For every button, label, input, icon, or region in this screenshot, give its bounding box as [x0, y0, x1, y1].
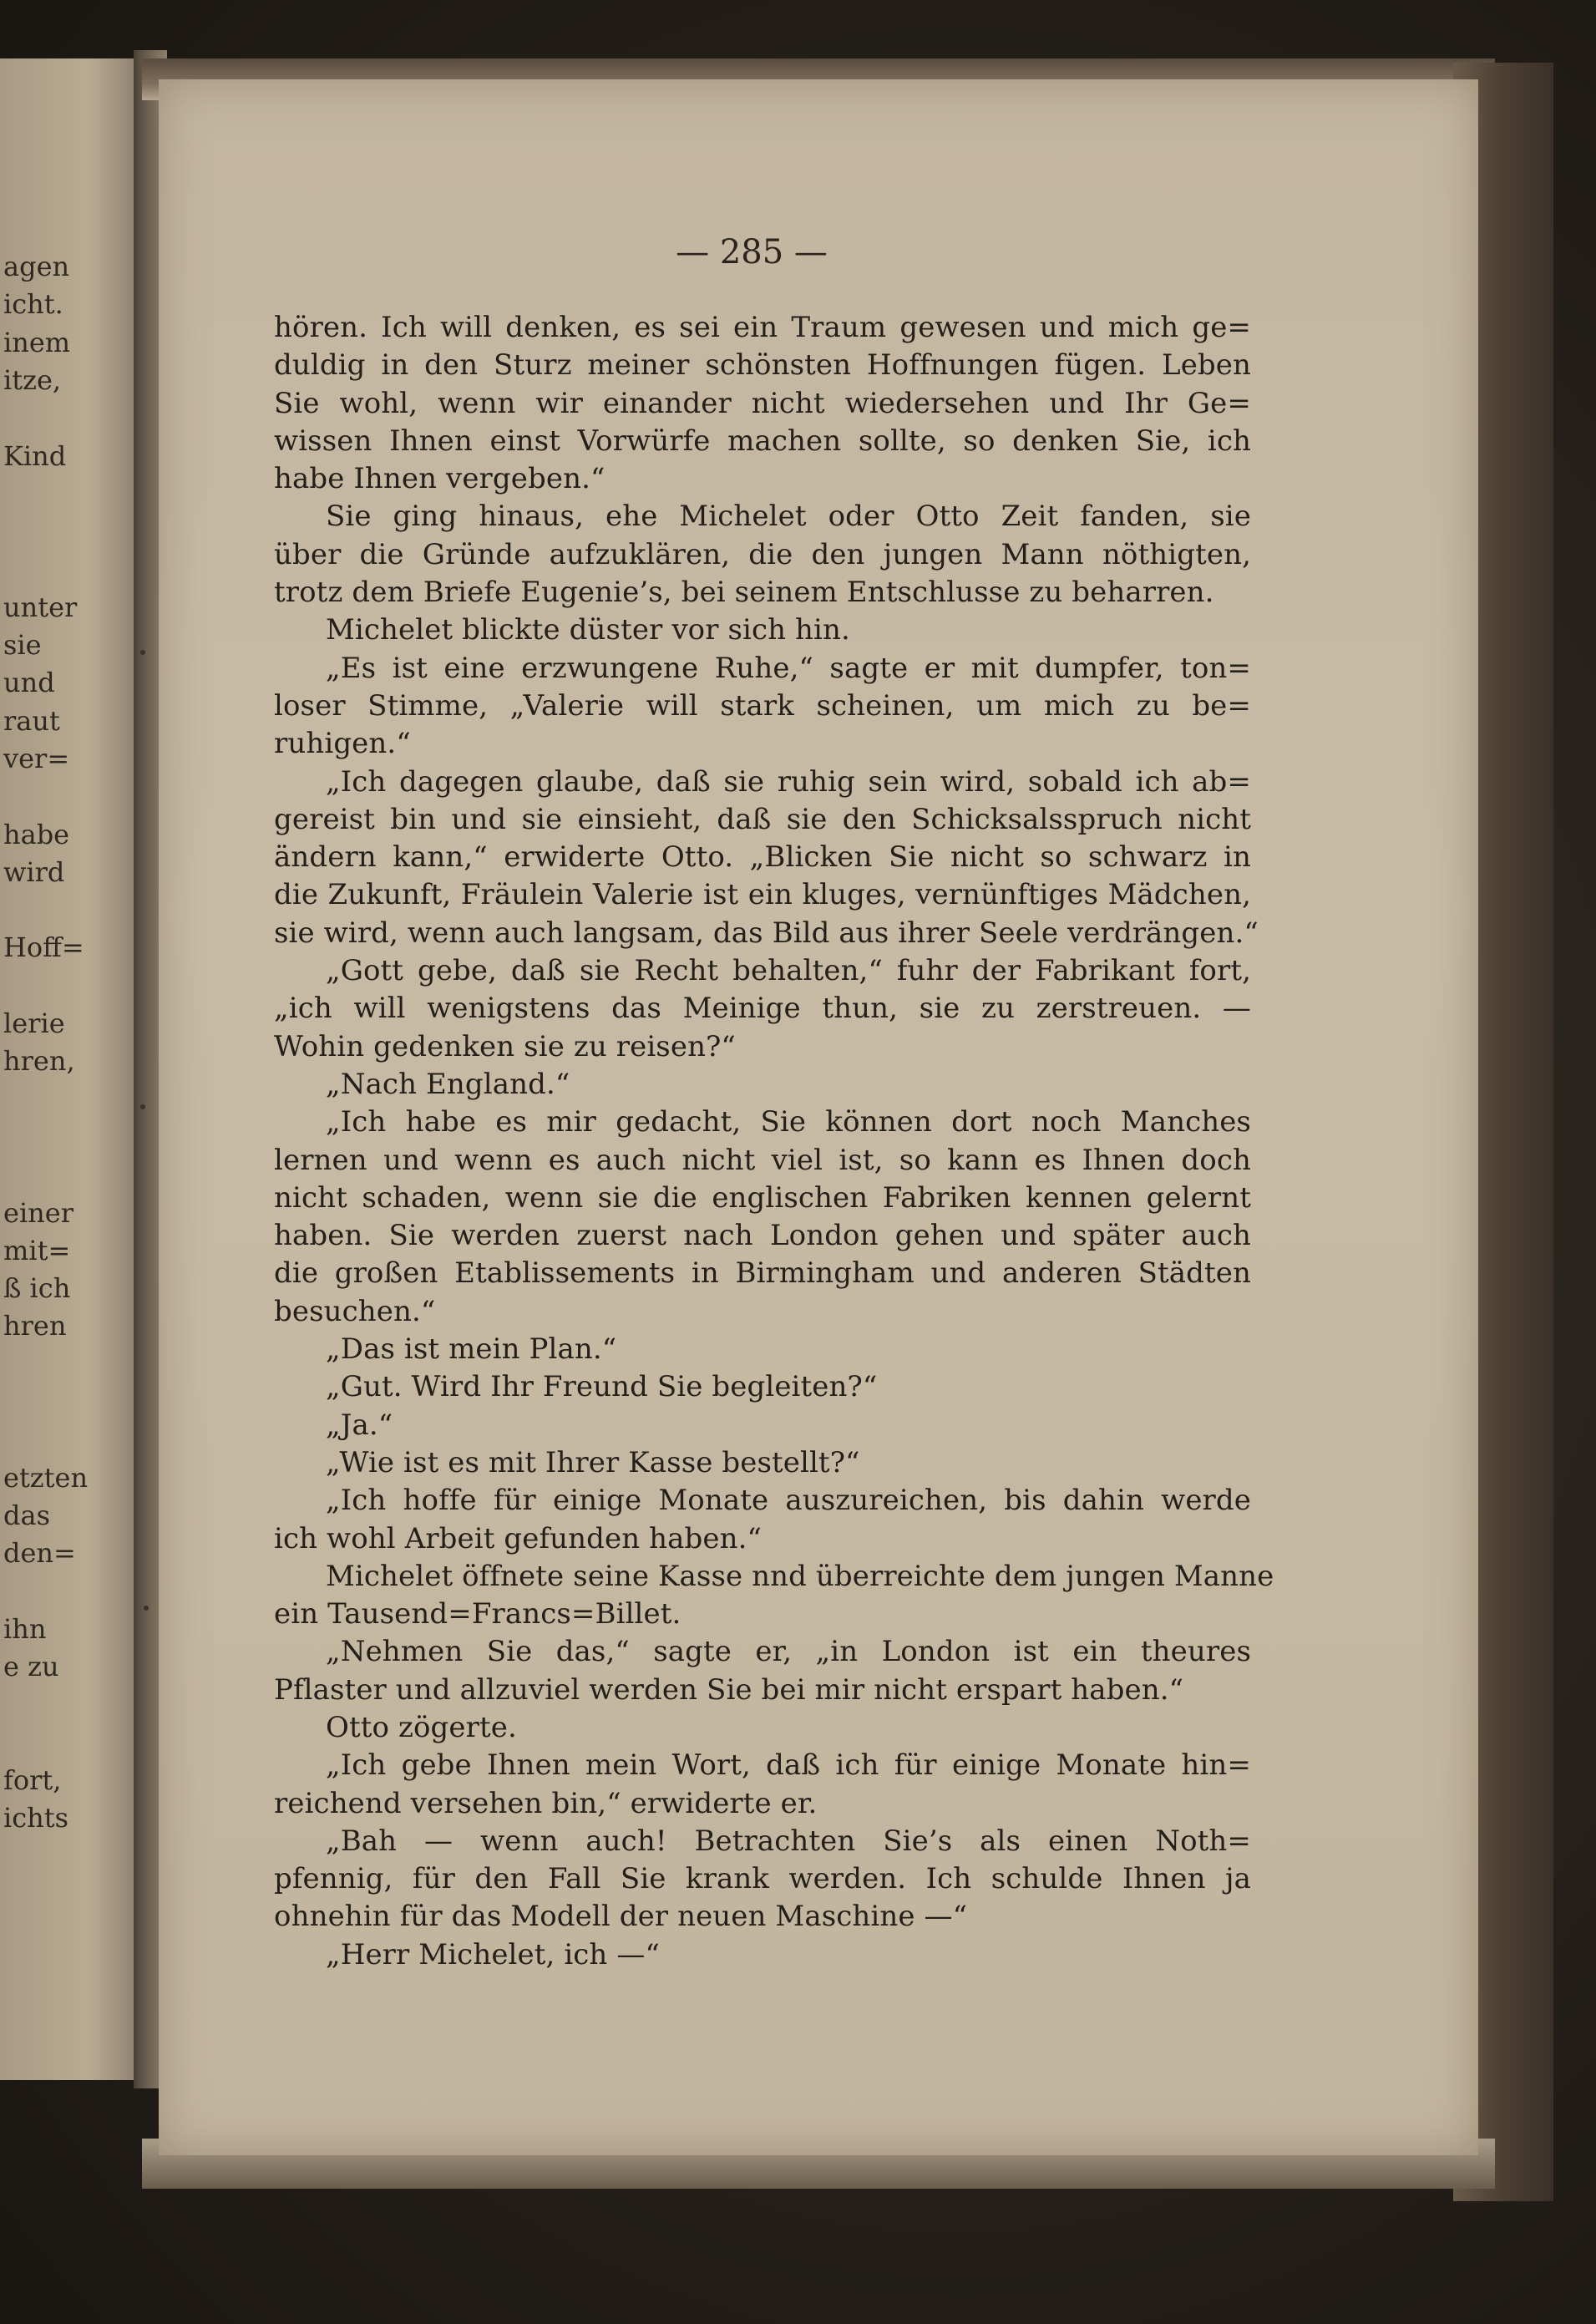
left-page-fragment: einer	[3, 1196, 74, 1229]
text-line: „Ich habe es mir gedacht, Sie können dort noch Manches	[326, 1105, 1251, 1139]
text-line: „Ich dagegen glaube, daß sie ruhig sein wird, sobald ich ab=	[326, 764, 1251, 799]
text-line: „Ich gebe Ihnen mein Wort, daß ich für einige Monate hin=	[326, 1748, 1251, 1783]
text-line: „Gut. Wird Ihr Freund Sie begleiten?“	[326, 1370, 878, 1404]
text-line: Wohin gedenken sie zu reisen?“	[274, 1029, 736, 1063]
left-page-fragment: wird	[3, 855, 65, 888]
text-line: „Ja.“	[326, 1408, 393, 1442]
text-line: pfennig, für den Fall Sie krank werden. Ich schulde Ihnen ja	[274, 1862, 1251, 1896]
text-line: lernen und wenn es auch nicht viel ist, so kann es Ihnen doch	[274, 1143, 1251, 1177]
text-line: Sie wohl, wenn wir einander nicht wiedersehen und Ihr Ge=	[274, 386, 1251, 420]
left-page-fragment: e zu	[3, 1651, 59, 1683]
left-page-fragment: den=	[3, 1537, 76, 1570]
text-line: „Nehmen Sie das,“ sagte er, „in London ist ein theures	[326, 1635, 1251, 1669]
text-line: wissen Ihnen einst Vorwürfe machen sollte, so denken Sie, ich	[274, 424, 1251, 458]
text-line: ändern kann,“ erwiderte Otto. „Blicken Sie nicht so schwarz in	[274, 840, 1251, 875]
text-line: „Gott gebe, daß sie Recht behalten,“ fuhr der Fabrikant fort,	[326, 954, 1251, 988]
text-line: gereist bin und sie einsieht, daß sie den Schicksalsspruch nicht	[274, 802, 1251, 836]
scan-speck	[140, 650, 145, 655]
text-line: „Nach England.“	[326, 1067, 570, 1101]
left-page-fragment: icht.	[3, 288, 63, 321]
text-line: duldig in den Sturz meiner schönsten Hoffnungen fügen. Leben	[274, 348, 1251, 383]
text-line: Pflaster und allzuviel werden Sie bei mir nicht erspart haben.“	[274, 1672, 1184, 1707]
text-line: Sie ging hinaus, ehe Michelet oder Otto Zeit fanden, sie	[326, 500, 1251, 534]
text-line: die Zukunft, Fräulein Valerie ist ein kluges, vernünftiges Mädchen,	[274, 878, 1251, 912]
text-line: sie wird, wenn auch langsam, das Bild aus ihrer Seele verdrängen.“	[274, 916, 1259, 950]
text-line: trotz dem Briefe Eugenie’s, bei seinem Entschlusse zu beharren.	[274, 576, 1214, 610]
left-page-fragment: fort,	[3, 1764, 62, 1796]
text-line: hören. Ich will denken, es sei ein Traum gewesen und mich ge=	[274, 311, 1251, 344]
text-line: Otto zögerte.	[326, 1710, 517, 1744]
text-line: ein Tausend=Francs=Billet.	[274, 1597, 681, 1631]
left-page-fragment: Kind	[3, 439, 67, 472]
left-page-fragment: Hoff=	[3, 931, 84, 964]
text-line: „ich will wenigstens das Meinige thun, sie zu zerstreuen. —	[274, 992, 1251, 1026]
text-line: reichend versehen bin,“ erwiderte er.	[274, 1786, 818, 1820]
left-page-fragment: lerie	[3, 1007, 65, 1039]
text-line: ruhigen.“	[274, 727, 411, 761]
text-line: „Ich hoffe für einige Monate auszureichen, bis dahin werde	[326, 1484, 1251, 1518]
left-page-fragment: raut	[3, 704, 60, 737]
left-page-fragment: ichts	[3, 1802, 69, 1834]
left-page-fragment: sie	[3, 629, 42, 661]
text-line: ohnehin für das Modell der neuen Maschine —“	[274, 1900, 968, 1934]
text-line: „Herr Michelet, ich —“	[326, 1937, 660, 1971]
text-line: nicht schaden, wenn sie die englischen Fabriken kennen gelernt	[274, 1180, 1251, 1215]
scan-speck	[140, 1104, 145, 1109]
text-line: „Bah — wenn auch! Betrachten Sie’s als einen Noth=	[326, 1824, 1251, 1858]
text-line: Michelet öffnete seine Kasse nnd überreichte dem jungen Manne	[326, 1559, 1274, 1593]
left-page-fragment: das	[3, 1499, 50, 1531]
text-line: „Es ist eine erzwungene Ruhe,“ sagte er mit dumpfer, ton=	[326, 651, 1251, 685]
page-number	[159, 233, 1478, 271]
previous-page-edge	[0, 58, 149, 2080]
left-page-fragment: habe	[3, 818, 70, 850]
left-page-fragment: itze,	[3, 363, 62, 396]
text-line: „Das ist mein Plan.“	[326, 1332, 617, 1367]
left-page-fragment: agen	[3, 251, 70, 282]
text-line: Michelet blickte düster vor sich hin.	[326, 613, 850, 647]
text-line: über die Gründe aufzuklären, die den jungen Mann nöthigten,	[274, 537, 1251, 571]
left-page-fragment: hren,	[3, 1045, 75, 1078]
scan-speck	[144, 1606, 149, 1611]
left-page-fragment: ß ich	[3, 1272, 71, 1305]
left-page-fragment: ver=	[3, 742, 70, 774]
text-line: die großen Etablissements in Birmingham und anderen Städten	[274, 1256, 1251, 1291]
page-number-text: — 285 —	[676, 233, 828, 271]
text-line: „Wie ist es mit Ihrer Kasse bestellt?“	[326, 1445, 860, 1479]
left-page-fragment: und	[3, 667, 55, 699]
book-page	[159, 79, 1478, 2155]
left-page-fragment: mit=	[3, 1234, 71, 1266]
left-page-fragment: ihn	[3, 1612, 47, 1645]
text-line: loser Stimme, „Valerie will stark scheinen, um mich zu be=	[274, 688, 1251, 723]
left-page-fragment: hren	[3, 1310, 67, 1342]
left-page-fragment: unter	[3, 591, 78, 623]
text-line: besuchen.“	[274, 1294, 436, 1328]
left-page-fragment: inem	[3, 326, 71, 358]
text-line: habe Ihnen vergeben.“	[274, 462, 605, 496]
left-page-fragment: etzten	[3, 1461, 89, 1494]
text-line: ich wohl Arbeit gefunden haben.“	[274, 1521, 763, 1555]
page-text-block	[274, 309, 1274, 1974]
text-line: haben. Sie werden zuerst nach London gehen und später auch	[274, 1219, 1251, 1253]
